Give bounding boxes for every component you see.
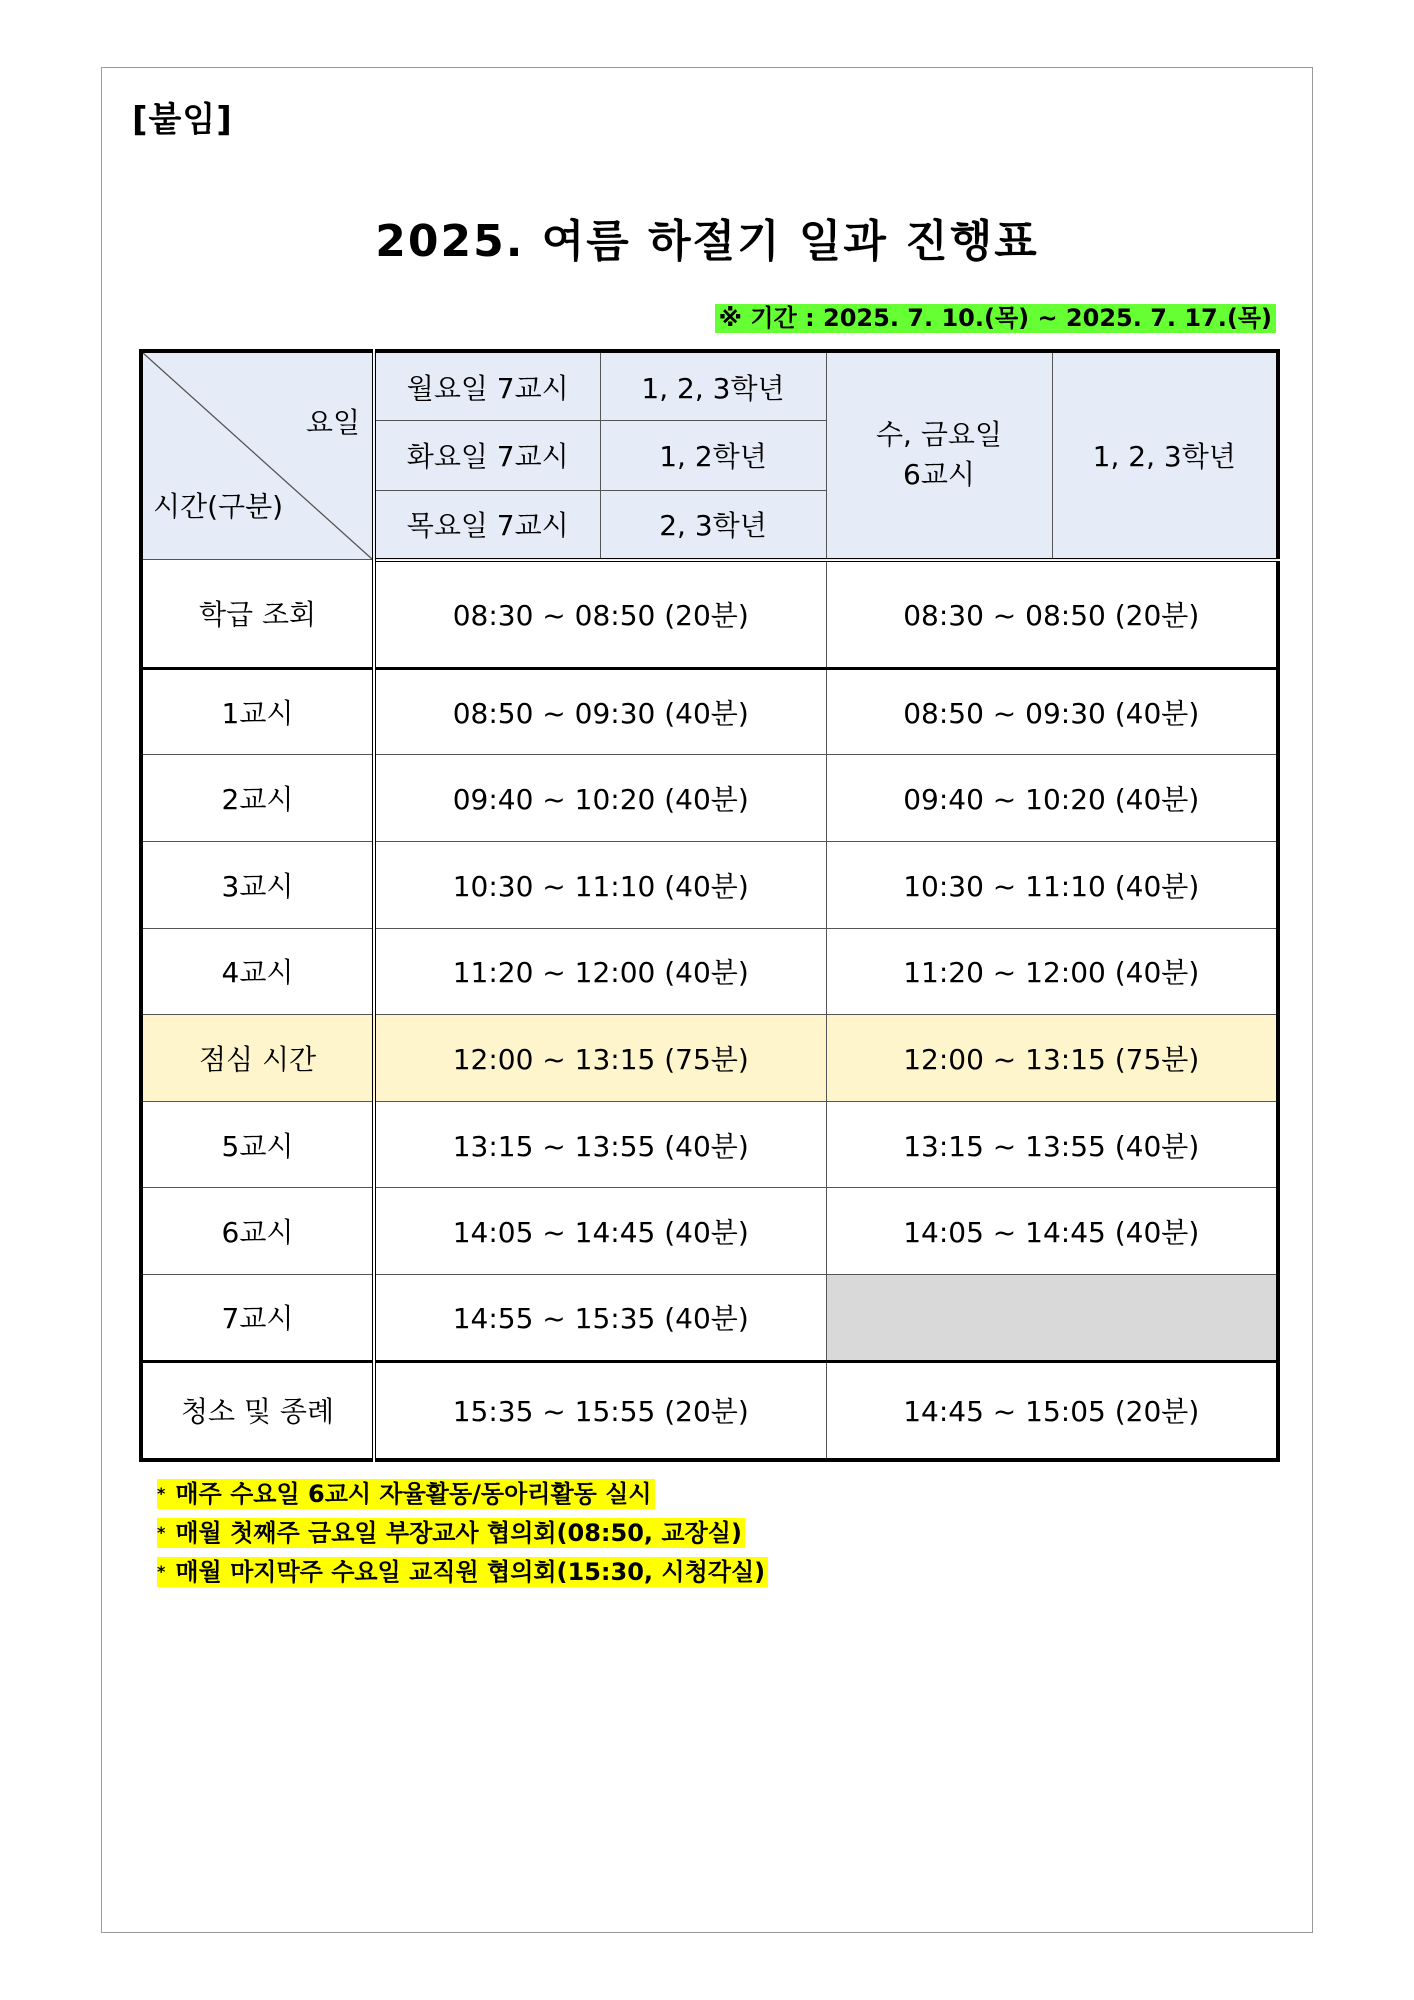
time-cell-b: 09:40 ~ 10:20 (40분) [826, 755, 1278, 842]
time-cell-b: 11:20 ~ 12:00 (40분) [826, 928, 1278, 1015]
table-row [141, 1275, 1278, 1362]
time-cell-b: 10:30 ~ 11:10 (40분) [826, 842, 1278, 929]
row-label: 청소 및 종례 [141, 1361, 374, 1460]
period-banner: ※ 기간 : 2025. 7. 10.(목) ~ 2025. 7. 17.(목) [715, 304, 1276, 333]
bullet-star-icon: * [157, 1562, 166, 1581]
time-cell-a: 11:20 ~ 12:00 (40분) [374, 928, 826, 1015]
row-label: 점심 시간 [141, 1015, 374, 1102]
table-row [141, 842, 1278, 929]
note-item [157, 1557, 768, 1587]
schedule-table [139, 349, 1280, 1462]
time-cell-a: 13:15 ~ 13:55 (40분) [374, 1101, 826, 1188]
time-cell-b: 14:45 ~ 15:05 (20분) [826, 1361, 1278, 1460]
table-row [141, 1188, 1278, 1275]
bullet-star-icon: * [157, 1523, 166, 1542]
corner-day-label: 요일 [305, 406, 360, 439]
table-row [141, 668, 1278, 755]
header-grades-group-b: 1, 2, 3학년 [1052, 351, 1278, 560]
row-label: 3교시 [141, 842, 374, 929]
time-cell-b: 08:50 ~ 09:30 (40분) [826, 668, 1278, 755]
header-grades: 1, 2학년 [600, 421, 826, 491]
lunch-row [141, 1015, 1278, 1102]
attachment-label: [붙임] [132, 100, 233, 140]
time-cell-a: 09:40 ~ 10:20 (40분) [374, 755, 826, 842]
time-cell-b: 13:15 ~ 13:55 (40분) [826, 1101, 1278, 1188]
diagonal-line [143, 353, 372, 559]
note-text: 매월 마지막주 수요일 교직원 협의회(15:30, 시청각실) [175, 1558, 766, 1586]
table-row [141, 1101, 1278, 1188]
table-row [141, 560, 1278, 669]
empty-cell [826, 1275, 1278, 1362]
row-label: 1교시 [141, 668, 374, 755]
table-row [141, 755, 1278, 842]
row-label: 학급 조회 [141, 560, 374, 669]
row-label: 6교시 [141, 1188, 374, 1275]
table-row [141, 928, 1278, 1015]
corner-time-label: 시간(구분) [153, 490, 284, 523]
time-cell-a: 10:30 ~ 11:10 (40분) [374, 842, 826, 929]
note-item [157, 1518, 745, 1548]
time-cell-a: 08:30 ~ 08:50 (20분) [374, 560, 826, 669]
bullet-star-icon: * [157, 1484, 166, 1503]
header-day: 화요일 7교시 [374, 421, 600, 491]
header-grades: 1, 2, 3학년 [600, 351, 826, 421]
time-cell-a: 14:55 ~ 15:35 (40분) [374, 1275, 826, 1362]
header-row [141, 351, 1278, 421]
note-item [157, 1479, 655, 1509]
header-day: 목요일 7교시 [374, 490, 600, 560]
time-cell-a: 14:05 ~ 14:45 (40분) [374, 1188, 826, 1275]
row-label: 5교시 [141, 1101, 374, 1188]
time-cell-a: 12:00 ~ 13:15 (75분) [374, 1015, 826, 1102]
time-cell-b: 08:30 ~ 08:50 (20분) [826, 560, 1278, 669]
row-label: 2교시 [141, 755, 374, 842]
time-cell-b: 14:05 ~ 14:45 (40분) [826, 1188, 1278, 1275]
row-label: 4교시 [141, 928, 374, 1015]
header-day-group-b [826, 351, 1052, 560]
time-cell-a: 08:50 ~ 09:30 (40분) [374, 668, 826, 755]
note-text: 매주 수요일 6교시 자율활동/동아리활동 실시 [175, 1480, 652, 1508]
time-cell-b: 12:00 ~ 13:15 (75분) [826, 1015, 1278, 1102]
header-day-line: 수, 금요일 [876, 418, 1002, 452]
header-corner [141, 351, 374, 560]
header-grades: 2, 3학년 [600, 490, 826, 560]
time-cell-a: 15:35 ~ 15:55 (20분) [374, 1361, 826, 1460]
document-title: 2025. 여름 하절기 일과 진행표 [375, 216, 1039, 267]
note-text: 매월 첫째주 금요일 부장교사 협의회(08:50, 교장실) [175, 1519, 742, 1547]
row-label: 7교시 [141, 1275, 374, 1362]
header-day: 월요일 7교시 [374, 351, 600, 421]
header-day-line: 6교시 [903, 458, 975, 492]
table-row [141, 1361, 1278, 1460]
